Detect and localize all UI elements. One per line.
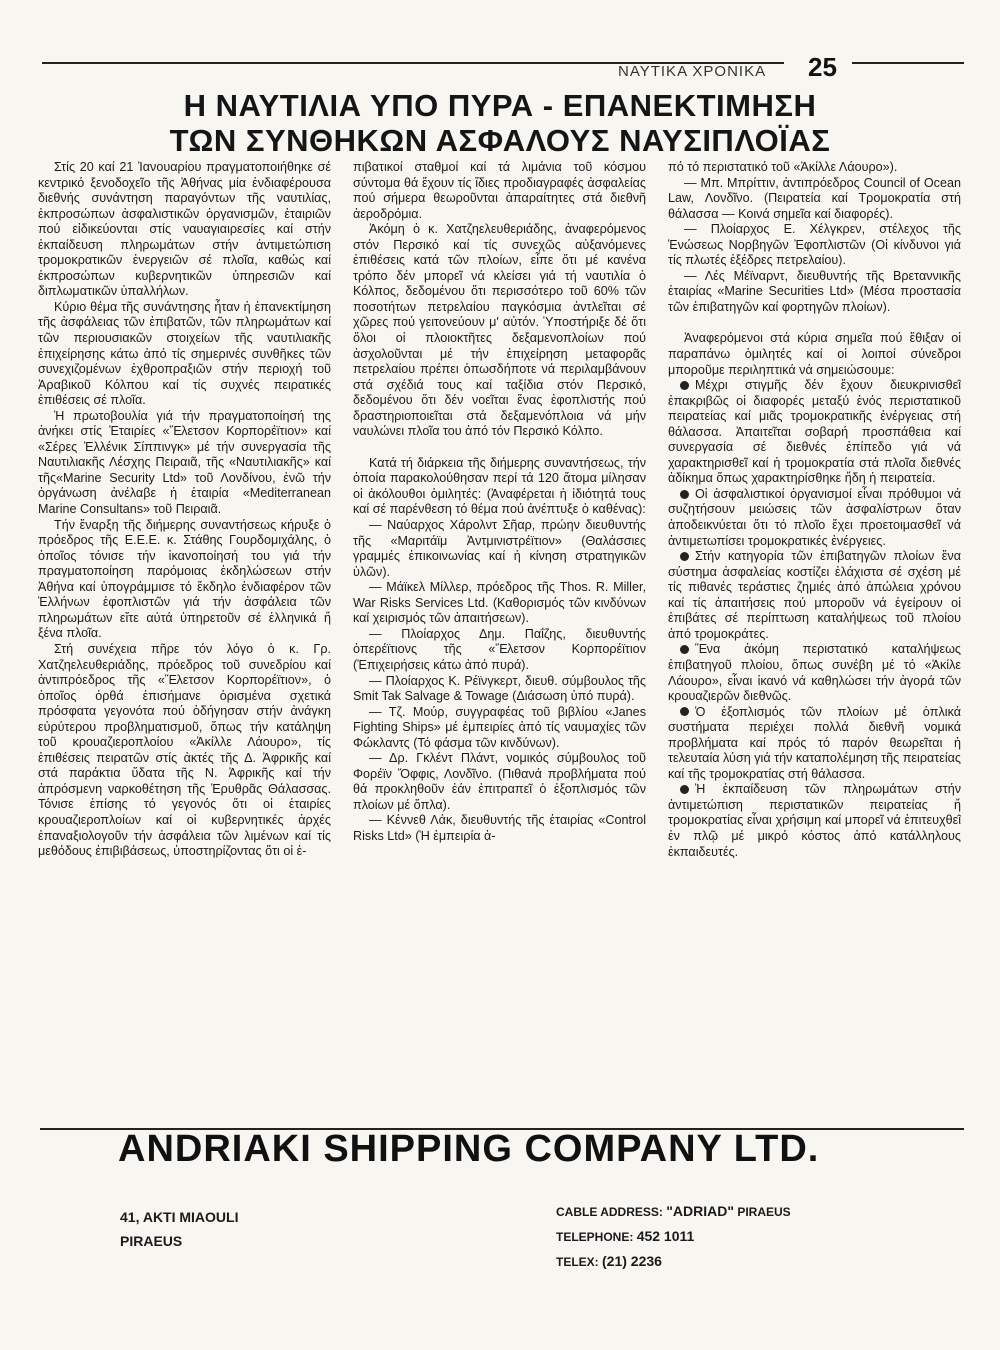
bullet-icon <box>680 785 689 794</box>
bullet-icon <box>680 707 689 716</box>
paragraph: πό τό περιστατικό τοῦ «Ἀκίλλε Λάουρο»). <box>668 160 898 174</box>
bullet-icon <box>680 381 689 390</box>
paragraph: Τήν ἔναρξη τῆς διήμερης συναντήσεως κήρυξε ὁ πρόεδρος τῆς Ε.Ε.Ε. κ. Στάθης Γουρδομιχάλης, ὁ ὁποῖος τόνισε τήν ἱκανοποίησή του γιά τήν πραγματοποίηση παρόμοιας ἐκδηλώσεων στήν Ἀθήνα καί ὑπογράμμισε τό ἔκδηλο ἐνδιαφέρον τῶν Ἑλλήνων ἐφοπλιστῶν γιά τήν ἀσφάλεια τῶν πληρωμάτων εἴτε αὐτά ὑπηρετοῦν σέ ἑλληνικά ἤ ξένα πλοῖα. <box>38 517 331 641</box>
page-number: 25 <box>808 52 837 82</box>
address-line-2: PIRAEUS <box>120 1233 183 1249</box>
advert-company-name: ANDRIAKI SHIPPING COMPANY LTD. <box>118 1128 820 1170</box>
bullet-point: Στήν κατηγορία τῶν ἐπιβατηγῶν πλοίων ἕνα σύστημα ἀσφαλείας κοστίζει ἐλάχιστα σέ σχέση μέ τίς πιθανές τεράστιες ζημιές ἀπό ἀπώλεια χρόνου καί τίς ἀπαιτήσεις πού μποροῦν νά ἐγείρουν οἱ ἐπιβάτες σέ περίπτωση καταλήψεως τοῦ πλοίου ἀπό τρομοκράτες. <box>668 549 961 641</box>
headline-line-1: Η ΝΑΥΤΙΛΙΑ ΥΠΟ ΠΥΡΑ - ΕΠΑΝΕΚΤΙΜΗΣΗ <box>183 88 817 123</box>
speaker-item: — Πλοίαρχος Κ. Ρέϊνγκερτ, διευθ. σύμβουλος τῆς Smit Tak Salvage & Towage (Διάσωση ὑπό πυρά). <box>353 673 646 704</box>
header-rule-right <box>852 62 964 64</box>
speaker-item: — Πλοίαρχος Δημ. Παΐζης, διευθυντής ὀπερέϊτιονς τῆς «Ἕλετσον Κορπορέϊτιον (Ἐπιχειρήσεις κάτω ἀπό πυρά). <box>353 626 646 672</box>
advert-contact <box>556 1199 791 1274</box>
bullet-icon <box>680 552 689 561</box>
bullet-icon <box>680 490 689 499</box>
column-3 <box>668 160 961 1120</box>
bullet-point: Οἱ ἀσφαλιστικοί ὀργανισμοί εἶναι πρόθυμοι νά συζητήσουν μειώσεις τῶν ἀσφαλίστρων ὅταν ἀποδεικνύεται ὅτι τό πλοῖο ἔχει προετοιμασθεῖ νά ἀντιμετωπίσει τρομοκρατικές ἐνέργειες. <box>668 486 961 548</box>
paragraph: Κύριο θέμα τῆς συνάντησης ἦταν ἡ ἐπανεκτίμηση τῆς ἀσφάλειας τῶν ἐπιβατῶν, τῶν πληρωμάτων καί τῶν περιουσιακῶν στοιχείων τῆς ναυτιλιακῆς ἐπιχείρησης κάτω ἀπό τίς σημερινές συνθῆκες τῶν συνεχιζομένων ἐχθροπραξιῶν στήν περιοχή τοῦ Ἀραβικοῦ Κόλπου καί τίς συχνές πειρατικές ἐπιθέσεις σέ πλοῖα. <box>38 299 331 408</box>
column-2 <box>353 160 646 1120</box>
telex: TELEX: (21) 2236 <box>556 1253 662 1269</box>
speaker-item: — Κέννεθ Λάκ, διευθυντής τῆς ἑταιρίας «Control Risks Ltd» (Ἡ ἐμπειρία ἀ- <box>353 813 646 843</box>
cable-address: CABLE ADDRESS: "ADRIAD" PIRAEUS <box>556 1203 791 1219</box>
paragraph: Ἡ πρωτοβουλία γιά τήν πραγματοποίησή της ἀνήκει στίς Ἑταιρίες «Ἕλετσον Κορπορέϊτιον» καί «Σέρες Ἐλλένικ Σίππινγκ» μέ τήν συνεργασία τῆς Ναυτιλιακῆς Λέσχης Πειραιᾶ, τῆς «Ναυτιλιακῆς» καί τῆς«Marine Security Ltd» τοῦ Λονδίνου, ἐνῶ τήν ὀργάνωση ἀνέλαβε ἡ ἑταιρία «Mediterranean Marine Consultans» τοῦ Πειραιᾶ. <box>38 408 331 517</box>
paragraph: Στίς 20 καί 21 Ἰανουαρίου πραγματοποιήθηκε σέ κεντρικό ξενοδοχεῖο τῆς Ἀθήνας μία ἐνδιαφέρουσα διεθνής συνάντηση παραγόντων τῆς ναυτιλίας, ἐκπροσώπων ἀσφαλιστικῶν ὀργανισμῶν, ἑταιριῶν πού εἰδικεύονται στίς ναυαγιαιρεσίες καί στήν ἐκπαίδευση πληρωμάτων στήν ἀντιμετώπιση τρομοκρατικῶν ἐνεργειῶν σέ πλοῖα, καθώς καί ἐκπροσώπων κυβερνητικῶν ὑπηρεσιῶν καί διπλωματικῶν ὑπαλλήλων. <box>38 160 331 299</box>
bullet-icon <box>680 645 689 654</box>
speaker-item: — Λές Μέϊναρντ, διευθυντής τῆς Βρεταννικῆς ἑταιρίας «Marine Securities Ltd» (Μέσα προστασία τῶν ἐπιβατηγῶν καί φορτηγῶν πλοίων). <box>668 268 961 314</box>
paragraph: πιβατικοί σταθμοί καί τά λιμάνια τοῦ κόσμου σύντομα θά ἔχουν τίς ἴδιες προδιαγραφές ἀσφαλείας πού σήμερα θεωροῦνται ἀπαραίτητες στά διεθνῆ ἀεροδρόμια. <box>353 160 646 221</box>
running-title: ΝΑΥΤΙΚΑ ΧΡΟΝΙΚΑ <box>618 63 767 80</box>
speaker-item: — Δρ. Γκλέντ Πλάντ, νομικός σύμβουλος τοῦ Φορέϊν Ὄφφις, Λονδῖνο. (Πιθανά προβλήματα πού θά προκληθοῦν ἐάν ἐπιτραπεῖ ὁ ἐξοπλισμός τῶν πλοίων μέ ὅπλα). <box>353 751 646 812</box>
article-body <box>38 160 962 1120</box>
telephone: TELEPHONE: 452 1011 <box>556 1228 695 1244</box>
paragraph: Ἀναφερόμενοι στά κύρια σημεῖα πού ἔθιξαν οἱ παραπάνω ὁμιλητές καί οἱ λοιποί σύνεδροι μποροῦμε περιληπτικά νά σημειώσουμε: <box>668 331 961 377</box>
article-headline <box>60 88 940 158</box>
address-line-1: 41, AKTI MIAOULI <box>120 1209 239 1225</box>
bullet-point: Ὁ ἐξοπλισμός τῶν πλοίων μέ ὁπλικά συστήματα περιέχει πολλά διεθνῆ νομικά προβλήματα καί πρός τό παρόν θεωρεῖται ἡ τελευταία λύση γιά τήν καταπολέμηση τῆς πειρατείας καί τῆς τρομοκρατίας στή θάλασσα. <box>668 704 961 781</box>
speaker-item: — Τζ. Μούρ, συγγραφέας τοῦ βιβλίου «Janes Fighting Ships» μέ ἐμπειρίες ἀπό τίς ναυμαχίες τῶν Φώκλαντς (Τό φάσμα τῶν κινδύνων). <box>353 704 646 750</box>
speaker-item: — Πλοίαρχος Ε. Χέλγκρεν, στέλεχος τῆς Ἑνώσεως Νορβηγῶν Ἐφοπλιστῶν (Οἱ κίνδυνοι γιά τίς πλωτές ἐξέδρες πετρελαίου). <box>668 222 961 268</box>
paragraph: Στή συνέχεια πῆρε τόν λόγο ὁ κ. Γρ. Χατζηελευθεριάδης, πρόεδρος τοῦ συνεδρίου καί ἀντιπρόεδρος τῆς «Ἕλετσον Κορπορέϊτιον», ὁ ὁποῖος ὀρθά ἐπισήμανε ὁρισμένα σχετικά πρόσφατα γεγονότα πού ὁδήγησαν στήν ἀνάγκη εὐρύτερου προβληματισμοῦ, ὅπως τήν κατάληψη τοῦ κρουαζιεροπλοίου «Ἀκίλλε Λάουρο», τίς ἐπιθέσεις πειρατῶν στίς ἀκτές τῆς Δ. Ἀφρικῆς καί στά παράκτια ὕδατα τῆς Ν. Ἀφρικῆς καί τήν ἀπρόσμενη ναρκοθέτηση τῆς Ἐρυθρᾶς Θάλασσας. Τόνισε ἐπίσης τό γεγονός ὅτι οἱ ἑταιρίες κρουαζιεροπλοίων καί οἱ κυβερνητικές ἀρχές ἐπαναξιολογοῦν τήν ἀσφάλεια τῶν λιμένων καί τίς μεθόδους ἐπιβιβάσεως, ὑποστηρίζοντας ὅτι οἱ ἐ- <box>38 641 331 859</box>
advert-address <box>120 1205 239 1253</box>
bullet-point: Ἡ ἐκπαίδευση τῶν πληρωμάτων στήν ἀντιμετώπιση περιστατικῶν πειρατείας ἤ τρομοκρατίας εἶναι χρήσιμη καί μπορεῖ νά ἐπιτευχθεῖ ἐν πλῷ μέ μικρό κόστος ἀπό κατάλληλους ἐκπαιδευτές. <box>668 782 961 859</box>
headline-line-2: ΤΩΝ ΣΥΝΘΗΚΩΝ ΑΣΦΑΛΟΥΣ ΝΑΥΣΙΠΛΟΪΑΣ <box>169 123 831 158</box>
bullet-point: Μέχρι στιγμῆς δέν ἔχουν διευκρινισθεῖ ἐπακριβῶς οἱ διαφορές μεταξύ ἑνός περιστατικοῦ πειρατείας καί μιᾶς τρομοκρατικῆς ἐνέργειας στή θάλασσα. Ἀπαιτεῖται σοβαρή προσπάθεια καί συνεργασία σέ διεθνές ἐπίπεδο γιά νά χαρακτηρισθεῖ καί ἡ τρομοκρατία στά πλοῖα διεθνές ἀδίκημα ὅπως χαρακτηρίσθηκε ἤδη ἡ πειρατεία. <box>668 378 961 486</box>
paragraph: Κατά τή διάρκεια τῆς διήμερης συναντήσεως, τήν ὁποία παρακολούθησαν περί τά 120 ἄτομα μίλησαν οἱ ἀκόλουθοι ὁμιλητές: (Ἀναφέρεται ἡ ἰδιότητά τους καί σέ παρένθεση τό θέμα πού ἀνέπτυξε ὁ καθένας): <box>353 455 646 517</box>
bullet-point: Ἕνα ἀκόμη περιστατικό καταλήψεως ἐπιβατηγοῦ πλοίου, ὅπως συνέβη μέ τό «Ἀκίλε Λάουρο», εἶναι ἱκανό νά καθηλώσει τήν ἀγορά τῶν κρουαζιερῶν διεθνῶς. <box>668 642 961 704</box>
speaker-item: — Μπ. Μπρίττιν, ἀντιπρόεδρος Council of Ocean Law, Λονδῖνο. (Πειρατεία καί Τρομοκρατία στή θάλασσα — Κοινά σημεῖα καί διαφορές). <box>668 175 961 221</box>
speaker-item: — Ναύαρχος Χάρολντ Σῆαρ, πρώην διευθυντής τῆς «Μαριτάϊμ Ἀντμινιστρέϊτιον» (Θαλάσσιες γραμμές ἐπικοινωνίας καί ἡ κίνηση στρατηγικῶν ὑλῶν). <box>353 518 646 579</box>
speaker-item: — Μάϊκελ Μίλλερ, πρόεδρος τῆς Thos. R. Miller, War Risks Services Ltd. (Καθορισμός τῶν κινδύνων καί χειρισμός τῶν ἀπαιτήσεων). <box>353 580 646 626</box>
paragraph: Ἀκόμη ὁ κ. Χατζηελευθεριάδης, ἀναφερόμενος στόν Περσικό καί τίς συνεχῶς αὐξανόμενες ἐπιθέσεις κατά τῶν πλοίων, εἶπε ὅτι μέ κανένα τρόπο δέν μπορεῖ νά κλείσει γιά τή ναυτιλία ὁ Κόλπος, δεδομένου ὅτι περισσότερο τοῦ 60% τῶν ποσοτήτων πετρελαίου παγκόσμια ἀντλεῖται σέ χῶρες πού γειτονεύουν μ' αὐτόν. Ὑποστήριξε δέ ὅτι ὅλοι οἱ πλοιοκτῆτες δεξαμενοπλοίων πού ἀσχολοῦνται μέ τήν ἐπιχείρηση μεταφορᾶς πετρελαίου πρέπει ὁπωσδήποτε νά περιλαμβάνουν στά σχέδιά τους καί ταξίδια στόν Περσικό, δεδομένου ὅτι δέν νοεῖται ἕνας ἐφοπλιστής πού δραστηριοποιεῖται στά δεξαμενόπλοια νά μήν ναυλώνει πλοῖα του ἀπό τόν Περσικό Κόλπο. <box>353 222 646 439</box>
column-1 <box>38 160 331 1120</box>
